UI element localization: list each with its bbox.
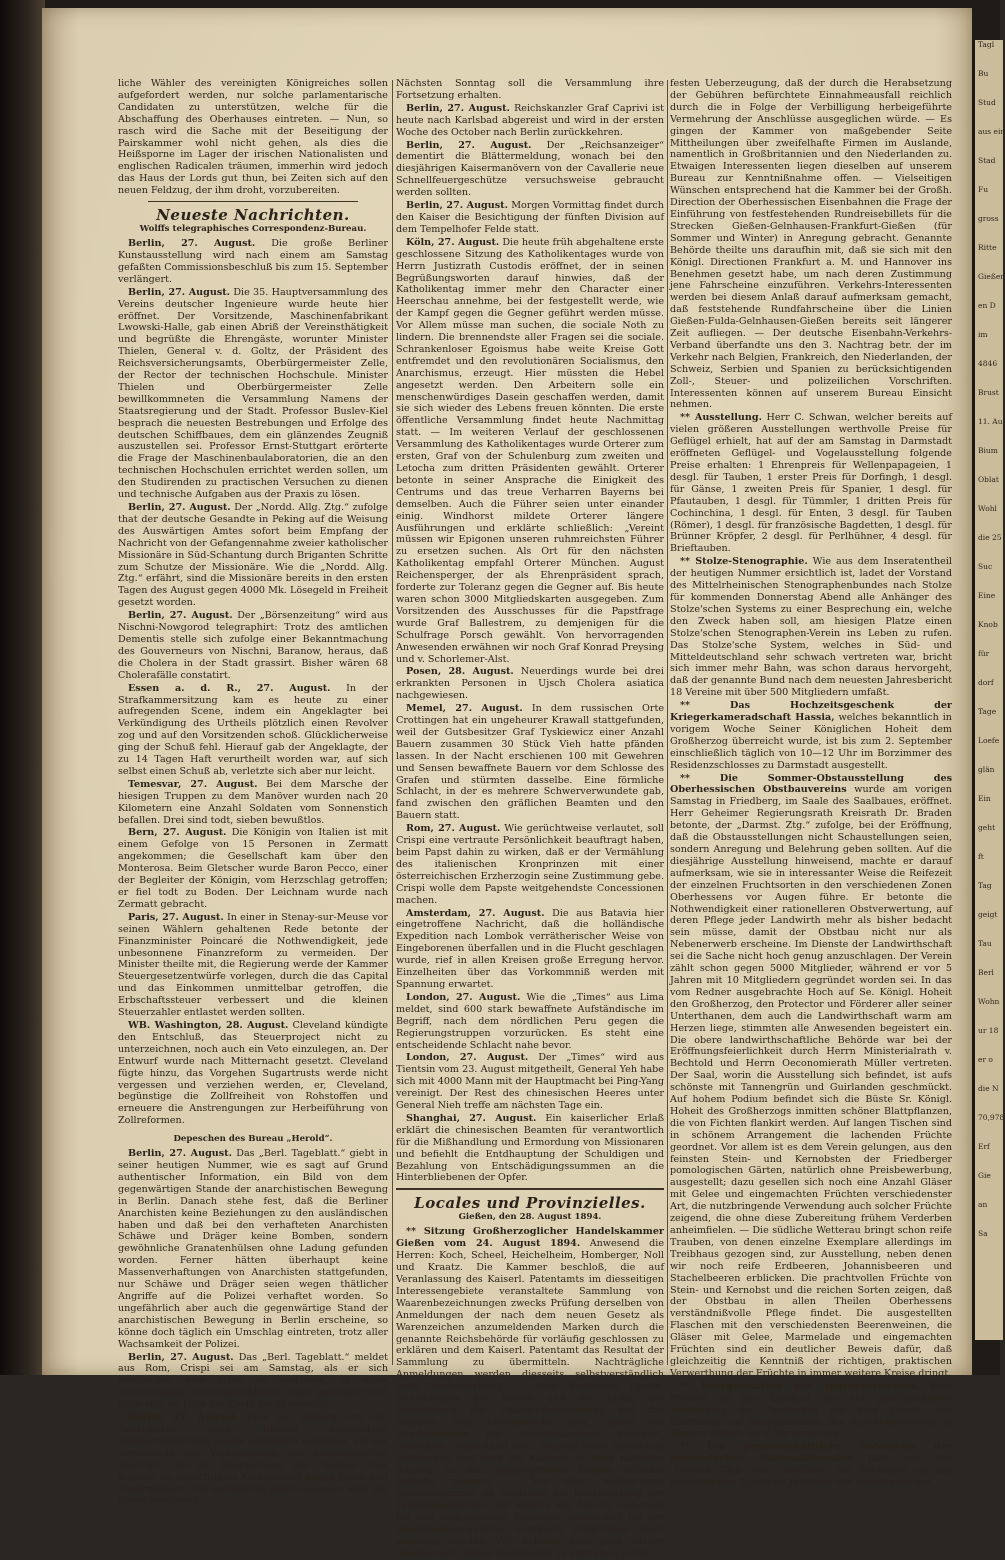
article-dateline: ** Ausstellung. [680, 412, 762, 424]
article-dateline: Berlin, 27. August. [128, 1412, 240, 1424]
adjacent-page-fragment: ur 18 [978, 1026, 999, 1035]
article-dateline: Paris, 27. August. [128, 911, 224, 923]
section-subheading-wolff: Wolffs telegraphisches Correspondenz-Bureau. [139, 224, 367, 235]
intro-paragraph: liche Wähler des vereinigten Königreiches sollen aufgefordert werden, nur solche parlamentarische Candidaten zu unterstützen, welche für die Abschaffung des Oberhauses eintreten. — Nun, so rasch wird die Sache mit der Beseitigung der Pairskammer wohl nicht gehen, als dies die Heißsporne im Lager der irischen Nationalisten und englischen Radicalen träumen, immerhin wird jedoch das Haus der Lords gut thun, bei Zeiten sich auf den neuen Feldzug, der ihm droht, vorzubereiten. [118, 78, 388, 197]
article-paragraph [396, 823, 664, 906]
article-dateline: Berlin, 27. August. [406, 200, 508, 212]
article-dateline: Shanghai, 27. August. [406, 1112, 537, 1124]
adjacent-page-fragment: dorf [978, 678, 994, 687]
article-paragraph [396, 103, 664, 139]
section-heading-news: Neueste Nachrichten. [156, 206, 350, 225]
article-text: Reichskanzler Graf Caprivi ist heute nach Karlsbad abgereist und wird in der ersten Woche des October nach Berlin zurückkehren. [396, 102, 664, 138]
section-divider [148, 201, 358, 202]
article-dateline: Berlin, 27. August. [128, 286, 231, 298]
article-text: Die 35. Hauptversammlung des Vereins deutscher Ingenieure wurde heute hier eröffnet. Der Vorsitzende, Maschinenfabrikant Lwowski-Halle, gab einen Abriß der Vereinsthätigkeit und begrüßte die Ehrengäste, worunter Minister Thielen, General v. d. Goltz, der Präsident des Reichsversicherungsamts, Oberbürgermeister Zelle, der Rector der technischen Hochschule. Minister Thielen und Oberbürgermeister Zelle bewillkommneten die Versammlung Namens der Staatsregierung und der Stadt. Professor Buslev-Kiel besprach die neuesten Bestrebungen und Erfolge des deutschen Schiffbaues, dem ein glänzendes Zeugniß auszustellen sei. Professor Ernst-Stuttgart erörterte die Frage der Maschinenbaulaboratorien, die an den technischen Hochschulen errichtet werden sollen, um den Studirenden zu practischen Versuchen zu dienen und technische Aufgaben aus der Praxis zu lösen. [118, 286, 388, 501]
article-dateline: ** Sitzung Großherzoglicher Handelskammer Gießen vom 24. August 1894. [396, 1226, 664, 1250]
adjacent-page-fragment: 4846 [978, 359, 998, 368]
article-paragraph [118, 779, 388, 827]
article-paragraph [670, 1381, 952, 1441]
article-paragraph [118, 827, 388, 910]
adjacent-page-fragment: Loefe [978, 736, 1000, 745]
article-dateline: Amsterdam, 27. August. [406, 907, 545, 919]
article-paragraph [118, 238, 388, 286]
article-text: Ein kaiserlicher Erlaß erklärt die chinesischen Beamten für verantwortlich für die Mißhandlung und Ermordung von Missionaren und befiehlt die Entdhauptung der Schuldigen und Bezahlung von Entschädigungssummen an die Hinterbliebenen der Opfer. [396, 1112, 664, 1184]
adjacent-page-fragment: ft [978, 852, 984, 861]
article-paragraph [118, 287, 388, 501]
article-text: In dem russischen Orte Crottingen hat ein ungeheurer Krawall stattgefunden, weil der Gutsbesitzer Graf Tyskiewicz einer Anzahl Bauern zusammen 30 Stück Vieh hatte pfänden lassen. In der Nacht erschienen 100 mit Gewehren und Sensen bewaffnete Bauern vor dem Schlosse des Grafen und stürmten dasselbe. Eine förmliche Schlacht, in der es mehrere Schwerverwundete gab, fand zwischen den gräflichen Beamten und den Bauern statt. [396, 703, 665, 822]
adjacent-page-fragment: Ritte [978, 243, 997, 252]
article-paragraph [118, 502, 388, 609]
adjacent-page-fragment: Sa [978, 1229, 988, 1238]
article-paragraph [396, 1226, 664, 1559]
article-text: Morgen Vormittag findet durch den Kaiser die Besichtigung der fünften Division auf dem Tempelhofer Felde statt. [396, 200, 664, 235]
article-text: Eine Petition an den Landtag, die auf gleichmäßigere Vertheilung der Apotheken auf dem Lande, wie überhaupt auf Reorganisation des Apothekerwesens in Hessen abzielt, ist in Vorbereitung. [670, 1380, 952, 1440]
adjacent-page-fragment: Berl [978, 968, 994, 977]
herold-items [118, 1148, 388, 1507]
article-text: Der „Börsenzeitung“ wird aus Nischni-Nowgorod telegraphirt: Trotz des amtlichen Dementis stelle sich zufolge einer Bekanntmachung des Gouverneurs von Nischni, Baranow, heraus, daß die Cholera in der Stadt grassirt. Bisher wären 68 Cholerafälle constatirt. [118, 610, 388, 681]
article-paragraph [396, 78, 664, 102]
adjacent-page-fragment: Ein [978, 794, 991, 803]
article-paragraph [670, 78, 952, 411]
adjacent-page-fragment: Tage [978, 707, 997, 716]
adjacent-page-fragment: geht [978, 823, 996, 832]
article-paragraph [670, 556, 952, 699]
article-dateline: ** Die gemeinschaftliche Sedanfeier der süddeutschen Nationalliberalen [670, 1441, 952, 1465]
adjacent-page-fragment: im [978, 330, 988, 339]
column-rule-1 [392, 80, 393, 1365]
adjacent-page-fragment: 70,978 [978, 1113, 1005, 1122]
article-text: Das „Berl. Tageblatt.“ meldet aus Rom, Crispi sei am Samstag, als er sich anschickte, sein Haus zu verlassen, in einer Kurzschtigkeit über einen kleinen Tisch gestolpert und habe sich im Falle am Kopfe leicht verletzt. [118, 1351, 388, 1411]
article-text: Wie gerüchtweise verlautet, soll Crispi eine vertraute Persönlichkeit beauftragt haben, beim Papst dahin zu wirken, daß er der Vermählung des italienischen Kronprinzen mit einer österreichischen Erzherzogin seine Zustimmung gebe. Crispi wolle dem Papste weitgehendste Concessionen machen. [396, 823, 664, 906]
article-paragraph [118, 912, 388, 1019]
article-text: Wie die „Times“ aus Lima meldet, sind 600 stark bewaffnete Aufständische im Begriff, nach dem nördlichen Peru gegen die Regierungstruppen vorzurücken. Es steht eine entscheidende Schlacht nahe bevor. [396, 991, 664, 1051]
local-items [396, 1226, 664, 1559]
article-text: Bei dem Marsche der hiesigen Truppen zu dem Manöver wurden nach 20 Kilometern eine Anzahl Soldaten vom Sonnenstich befallen. Drei sind todt, sieben bewußtlos. [118, 778, 388, 826]
article-paragraph [396, 140, 664, 200]
section-heading-herold: Depeschen des Bureau „Herold“. [173, 1134, 333, 1145]
article-paragraph [396, 992, 664, 1052]
adjacent-page-fragment: Suc [978, 562, 993, 571]
article-dateline: Berlin, 27. August. [128, 1148, 232, 1160]
article-paragraph [118, 610, 388, 681]
adjacent-page-fragment: Gie [978, 1171, 991, 1180]
adjacent-page-fragment: Erf [978, 1142, 990, 1151]
article-text: wurde am vorigen Samstag in Friedberg, im Saale des Saalbaues, eröffnet. Herr Geheimer Regierungsrath Kreisrath Dr. Braden betonte, der „Darmst. Ztg.“ zufolge, bei der Eröffnung, daß die Obstausstellungen nicht Schaustellungen seien, sondern Anregung und Belehrung geben sollten. Auf die diesjährige Ausstellung hinweisend, machte er darauf aufmerksam, wie sie in interessanter Weise die Reifezeit der einzelnen Fruchtsorten in den verschiedenen Zonen Oberhessens vor Augen führe. Er betonte die Nothwendigkeit einer rationelleren Obstverwertung, auf deren Pflege jeder Landwirth mehr als bisher bedacht sein müsse, damit der Obstbau nicht nur als Nebenerwerb erscheine. Im Dienste der Landwirthschaft sei die Sache nicht hoch genug anzuschlagen. Der Verein zählt schon gegen 5000 Mitglieder, während er vor 5 Jahren mit 10 Mitgliedern gegründet worden sei. In das vom Redner ausgebrachte Hoch auf Se. Königl. Hoheit den Großherzog, den Protector und Förderer aller seiner Unterthanen, dem auch die Landwirthschaft warm am Herzen liege, stimmten alle Anwesenden begeistert ein. Die obere landwirthschaftliche Behörde war bei der Eröffnungsfeierlichkeit durch Herrn Ministerialrath v. Bechtold und Herrn Oeconomierath Müller vertreten. Der Saal, worin die Ausstellung sich befindet, ist aufs schönste mit Tannengrün und Guirlanden geschmückt. Auf hohem Podium befindet sich die Büste Sr. Königl. Hoheit des Großherzogs inmitten schöner Blattpflanzen, die von Fichten flankirt werden. Auf langen Tischen sind in schönem Arrangement die lachenden Früchte geordnet. Vor allem ist es dem Verein gelungen, aus den feinsten Stein- und Kernobsten der Friedberger pomologischen Gärten, natürlich ohne Preisbewerbung, ausgestellt; dazu gesellen sich noch eine Anzahl Gläser mit Gelee und eingemachten Früchten verschiedenster Art, die nutzbringende Verwendung auch solcher Früchte zeigend, die ohne diese Zubereitung frühem Verderben anheimfielen. — Die südliche Wetterau bringt schon reife Trauben, von denen einzelne Exemplare allerdings im Treibhaus gezogen sind, zur Ausstellung, neben denen wir noch reife Erdbeeren, Johannisbeeren und Stachelbeeren erblicken. Die prachtvollen Früchte von Stein- und Kernobst und die reichen Sorten zeigen, daß der Obstbau in allen Theilen Oberhessens verständnißvolle Pflege findet. Die ausgestellten Flaschen mit den verschiedensten Beerenweinen, die Gläser mit Gelee, Marmelade und eingemachten Früchten sind ein deutlicher Beweis dafür, daß gleichzeitig die Kenntniß der richtigen, praktischen Verwerthung der Früchte in immer weitere Kreise dringt. [670, 784, 952, 1379]
article-text: festen Ueberzeugung, daß der durch die Herabsetzung der Gebühren befürchtete Einnahmeausfall reichlich durch die in Folge der Verbilligung herbeigeführte Vermehrung der Anschlüsse ausgeglichen würde. — Es gingen der Kammer von maßgebender Seite Mittheilungen über zweifelhafte Firmen im Auslande, namentlich in Großbritannien und den Niederlanden zu. Etwaigen Interessenten liegen dieselben auf unserem Bureau zur Kenntnißnahme offen. — Vielseitigen Wünschen entsprechend hat die Kammer bei der Großh. Direction der Oberhessischen Eisenbahnen die Frage der Einführung von festfestehenden Rundreisebillets für die Strecken Gießen-Gelnhausen-Frankfurt-Gießen (für Sommer und Winter) in Anregung gebracht. Genannte Behörde theilte uns daraufhin mit, daß sie sich mit den Königl. Directionen Frankfurt a. M. und Hannover ins Benehmen gesetzt habe, um nach deren Zustimmung jene Fahrscheine einzuführen. Verkehrs-Interessenten werden bei diesem Anlaß darauf aufmerksam gemacht, daß feststehende Rundfahrscheine über die Linien Gießen-Fulda-Gelnhausen-Gießen bereits seit längerer Zeit aufliegen. — Der deutsche Eisenbahn-Verkehrs-Verband überfandte uns den 3. Nachtrag betr. der im Verkehr nach Belgien, Frankreich, den Niederlanden, der Schweiz, Serbien und Spanien zu berücksichtigenden Zoll-, Steuer- und polizeilichen Vorschriften. Interessenten können auf unserem Bureau Einsicht nehmen. [670, 78, 952, 411]
article-paragraph [396, 1113, 664, 1184]
article-dateline: London, 27. August. [406, 1052, 529, 1064]
adjacent-page-edge [972, 40, 1003, 1340]
adjacent-page-fragment: geigt [978, 910, 998, 919]
article-text: Das „Berl. Tageblatt.“ giebt in seiner heutigen Nummer, wie es sagt auf Grund authentischer Information, ein Bild von dem gegenwärtigen Stande der anarchistischen Bewegung in Berlin. Danach stehe fest, daß die Berliner Anarchisten keine Beziehungen zu den ausländischen haben und daß bei den verhafteten Anarchisten Schäwe und Dräger keine Bomben, sondern gewöhnliche Granatenhülsen ohne Ladung gefunden worden. Ferner hätten überhaupt keine Massenverhaftungen von Anarchisten stattgefunden, nur Schäwe und Dräger seien wegen thätlicher Angriffe auf die Polizei verhaftet worden. So ungefährlich aber auch die gegenwärtige Stand der anarchistischen Bewegung in Berlin erscheine, so könne doch täglich ein Umschlag eintreten, trotz aller Wachsamkeit der Polizei. [118, 1148, 388, 1350]
article-paragraph [396, 200, 664, 236]
adjacent-page-fragment: Brust [978, 388, 999, 397]
article-dateline: Temesvar, 27. August. [128, 778, 258, 790]
article-dateline: Posen, 28. August. [406, 666, 514, 678]
adjacent-page-fragment: aus ein [978, 127, 1005, 136]
article-dateline: Berlin, 27. August. [128, 502, 231, 513]
article-text: In der Strafkammersitzung kam es heute zu einer aufregenden Scene, indem ein Angeklagter bei Verkündigung des Urtheils plötzlich einen Revolver zog und auf den Vorsitzenden schoß. Glücklicherweise ging der Schuß fehl. Hierauf gab der Angeklagte, der zu 14 Tagen Haft verurtheilt worden war, auf sich selbst einen Schuß ab, verletzte sich aber nur leicht. [118, 682, 388, 777]
article-dateline: Berlin, 27. August. [406, 102, 510, 114]
article-dateline: Memel, 27. August. [406, 703, 523, 715]
article-paragraph [670, 1441, 952, 1489]
article-paragraph [118, 1352, 388, 1412]
news-items-continued [396, 78, 664, 1184]
article-dateline: Rom, 27. August. [406, 823, 501, 835]
article-paragraph [396, 908, 664, 991]
article-paragraph [670, 773, 952, 1380]
adjacent-page-fragment: en D [978, 301, 996, 310]
adjacent-page-fragment: Knob [978, 620, 998, 629]
adjacent-page-fragment: Oblat [978, 475, 999, 484]
adjacent-page-fragment: Bu [978, 69, 989, 78]
article-text: welches bekanntlich in vorigem Woche Seiner Königlichen Hoheit dem Großherzog überreicht wurde, ist bis zum 2. September einschließlich täglich von 10—12 Uhr im Borzimmer des Residenzschlosses zu Darmstadt ausgestellt. [670, 712, 952, 771]
article-text: Der „Reichsanzeiger“ dementirt die Blättermeldung, wonach bei den diesjährigen Kaisermanövern von der Cavallerie neue Schnellfeuergeschütze versuchsweise gebraucht werden sollten. [396, 139, 664, 199]
adjacent-page-fragment: Gießen [978, 272, 1005, 281]
local-items-continued [670, 78, 952, 1489]
article-paragraph [670, 412, 952, 555]
adjacent-page-fragment: Wohl [978, 504, 997, 513]
adjacent-page-fragment: Fu [978, 185, 989, 194]
article-dateline: Köln, 27. August. [406, 236, 500, 248]
article-text: Wie aus dem Inseratentheil der heutigen Nummer ersichtlich ist, ladet der Vorstand des Mittelrheinischen Stenographenbundes nach Stolze für kommenden Donnerstag Abend alle Anhänger des Stolze'schen Systems zu einer Besprechung ein, welche den Zweck haben soll, am hiesigen Platze einen Stolze'schen Stenographen-Verein ins Leben zu rufen. Das Stolze'sche System, welches in Süd- und Mitteldeutschland sehr schwach vertreten war, bricht sich immer mehr Bahn, was schon daraus hervorgeht, daß der genannte Bund nach dem neuesten Jahresbericht 18 Vereine mit über 500 Mitgliedern umfaßt. [670, 556, 952, 699]
adjacent-page-fragment: glän [978, 765, 995, 774]
column-3 [670, 78, 952, 1489]
article-text: fällt, wie der „Darmst. Tägl. Anz.“ mittheilt, mit Rücksicht auf das nächstjährige 25jährige Jubiläum des Sedantages aus. [670, 1453, 952, 1489]
section-heading-local: Locales und Provinzielles. [414, 1194, 646, 1213]
article-paragraph [118, 683, 388, 778]
article-text: Die heute früh abgehaltene erste geschlossene Sitzung des Katholikentages wurde von Herrn Justizrath Custodis eröffnet, der in seinen Begrüßungsworten darauf hinwies, daß der Katholikentag immer mehr den Character einer Heerschau annehme, bei der festgestellt werde, wie der Kampf gegen die Gegner geführt werden müsse. Vor Allem müsse man suchen, die sociale Noth zu lindern. Die brennendste aller Fragen sei die sociale. Schrankenloser Egoismus habe weite Kreise Gott entfremdet und den revolutionären Socialismus, den Anarchismus, erzeugt. Hier müssten die Hebel angesetzt werden. Den Arbeitern solle ein menschenwürdiges Dasein geschaffen werden, damit sie sich wieder des Lebens freuen könnten. Die erste öffentliche Versammlung findet heute Nachmittag statt. — Im weiteren Verlauf der geschlossenen Versammlung des Katholikentages wurde Orterer zum ersten, Graf von der Schulenburg zum zweiten und Letocha zum dritten Präsidenten gewählt. Orterer betonte in seiner Ansprache die Einigkeit des Centrums und das treue Verharren Bayerns bei demselben. Auch die Führer seien unter einander einig. Windhorst mildete Orterer längere Ausführungen und erklärte schließlich: „Vereint müssen wir Epigonen unseren ruhmreichsten Führer zu ersetzen suchen. Als Ort für den nächsten Katholikentag empfahl Orterer München. August Reichensperger, der als Ehrenpräsident sprach, forderte zur Toleranz gegen die Gegner auf. Bis heute waren schon 3000 Mitgliedskarten ausgegeben. Zum Vorsitzenden des Ausschusses für die Papstfrage wurde Graf Ballestrem, zu demjenigen für die Schulfrage Porsch gewählt. Von hervorragenden Anwesenden erwähnen wir noch Graf Konrad Preysing und v. Schorlemer-Alst. [396, 236, 664, 665]
article-text: Der „Times“ wird aus Tientsin vom 23. August mitgetheilt, General Yeh habe sich mit 4000 Mann mit der Hauptmacht bei Ping-Yang vereinigt. Der Rest des chinesischen Heeres unter General Nieh treffe am nächsten Tage ein. [396, 1052, 664, 1112]
article-paragraph [396, 237, 664, 666]
adjacent-page-fragment: die 25 [978, 533, 1002, 542]
article-paragraph [396, 703, 664, 822]
column-1 [118, 78, 389, 1507]
adjacent-page-fragment: Stad [978, 156, 996, 165]
adjacent-page-fragment: er o [978, 1055, 993, 1064]
adjacent-page-fragment: für [978, 649, 990, 658]
adjacent-page-fragment: Tagl [978, 40, 995, 49]
article-dateline: ** Stolze-Stenographie. [680, 556, 808, 568]
article-text: Nächsten Sonntag soll die Versammlung ihre Fortsetzung erhalten. [396, 78, 664, 101]
column-2 [396, 78, 665, 1559]
article-text: In einer in Stenay-sur-Meuse vor seinen Wählern gehaltenen Rede betonte der Finanzminister Poincaré die Nothwendigkeit, jede unbesonnene Finanzreform zu vermeiden. Der Minister theilte mit, die Regierung werde der Kammer Steuergesetzentwürfe vorlegen, durch die das Capital und das Einkommen unmittelbar getroffen, die Erbschaftssteuer verbessert und die kleinen Steuerzahler entlastet werden sollten. [118, 911, 389, 1019]
adjacent-page-fragment: Bium [978, 446, 998, 455]
article-text: Die aus Batavia hier eingetroffene Nachricht, daß die holländische Expedition nach Lombok verrätherischer Weise von Eingeborenen überfallen und in die Flucht geschlagen wurde, rief in allen Kreisen große Erregung hervor. Einzelheiten über das Vorkommniß werden mit Spannung erwartet. [396, 907, 664, 990]
local-dateline: Gießen, den 28. August 1894. [458, 1212, 602, 1223]
article-text: Cleveland kündigte den Entschluß, das Steuerproject nicht zu unterzeichnen, noch auch ein Veto einzulegen, an. Der Entwurf wurde nach Mitternacht gesetzt. Cleveland fügte hinzu, das Vorgehen Sugartrusts werde nicht vergessen und verziehen werden, er, Cleveland, begünstige die Zollfreiheit von Rohstoffen und erneuere die Anstrengungen zur Herbeiführung von Zollreformen. [118, 1019, 388, 1127]
article-dateline: Berlin, 27. August. [128, 610, 233, 622]
article-text: Herr C. Schwan, welcher bereits auf vielen größeren Ausstellungen werthvolle Preise für Geflügel erhielt, hat auf der am Samstag in Darmstadt eröffneten Geflügel- und Vogelausstellung folgende Preise erhalten: 1 Ehrenpreis für Wellenpapageien, 1 desgl. für Tauben, 1 erster Preis für Dorfingh, 1 desgl. für Gänse, 1 zweiten Preis für Spanier, 1 desgl. für Pfautauben, 1 desgl. für Tümmler, 1 dritten Preis für Cochinchina, 1 desgl. für Enten, 3 desgl. für Tauben (Römer), 1 desgl. für französische Bagdetten, 1 desgl. für Brünner Kröpfer, 2 desgl. für Perlhühner, 4 desgl. für Brieftauben. [670, 412, 952, 555]
article-dateline: ** Das Hochzeitsgeschenk der Kriegerkameradschaft Hassia, [670, 700, 952, 724]
article-dateline: London, 27. August. [406, 991, 521, 1003]
article-dateline: ** Reorganisation des Apothekerwesens. [680, 1380, 920, 1392]
article-dateline: Berlin, 27. August. [128, 238, 256, 250]
article-dateline: Bern, 27. August. [128, 827, 227, 839]
article-text: Die große Berliner Kunstausstellung wird nach einem am Samstag gefaßten Commissionsbeschluß bis zum 15. September verlängert. [118, 238, 388, 285]
adjacent-page-fragment: Eine [978, 591, 996, 600]
article-paragraph [118, 1412, 388, 1507]
adjacent-page-fragment: Stud [978, 98, 996, 107]
article-text: Anwesend die Herren: Koch, Scheel, Heichelheim, Homberger, Noll und Kraatz. Die Kammer beschloß, die auf Veranlassung des Kaiserl. Patentamts im diesseitigen Interessengebiete veranstaltete Sammlung von Waarenbezeichnungen zwecks Prüfung derselben von Anmeldungen der nach dem neuen Gesetz als Warenzeichen anzumeldenden Marken durch die genannte Reichsbehörde für vorläufig geschlossen zu erklären und dem Kaiserl. Patentamt das Resultat der Sammlung zu übermitteln. Nachträgliche Anmeldungen werden diesseits selbstverständlich noch berücksichtigt. — Eine Verfügung Großh. Ministeriums des Innern und der Justiz, die Erweiterung der Zwangs-Versicherung auf das Handels- und Kleingewerbe betr., sowie ein Rundschreiben der Handelskammer Stuttgart, denselben Gegenstand betr., wurden einer Berathung unterzogen und wird die Kammer in ihrer nächsten Sitzung zu den aufgeworfenen Fragen definitiv Stellung nehmen. — Von einer auswärtigen Handelskammer ist wiederum die Herabsetzung der Telephongebühren, für welche wir bereits mehrfach bei den maßgebenden Behörden, namentlich bei der Reichspostverwaltung energisch eingetreten sind, angeregt worden. Wir nehmen auch jetzt wieder Gelegenheit, diesen Standpunkt zu vertreten, in der [396, 1238, 664, 1559]
article-dateline: WB. Washington, 28. August. [128, 1019, 289, 1031]
article-text: Die Königin von Italien ist mit einem Gefolge von 15 Personen in Zermatt angekommen; die Gesellschaft kam über den Monterosa. Beim Gletscher wurde Baron Pecco, einer der Begleiter der Königin, vom Herzschlag getroffen; er fiel todt zu Boden. Der Leichnam wurde nach Zermatt gebracht. [118, 827, 388, 910]
binding-shadow [0, 0, 45, 1375]
article-paragraph [396, 1052, 664, 1112]
adjacent-page-fragment: gross [978, 214, 999, 223]
article-dateline: Essen a. d. R., 27. August. [128, 682, 331, 694]
section-divider [396, 1188, 664, 1190]
article-dateline: Berlin, 27. August. [406, 139, 532, 151]
article-paragraph [396, 666, 664, 702]
column-rule-2 [667, 80, 668, 1365]
article-text: Der „Nordd. Allg. Ztg.“ zufolge that der deutsche Gesandte in Peking auf die Weisung des Auswärtigen Amtes sofort beim Empfang der Nachricht von der Gefangennahme zweier katholischer Missionäre in Süd-Schantung durch Briganten Schritte zum Schutze der Missionäre. Wie die „Nordd. Allg. Ztg.“ erfährt, sind die Missionäre bereits in den ersten Tagen des August gegen 4000 Mk. Lösegeld in Freiheit gesetzt worden. [118, 502, 388, 609]
article-text: Neuerdings wurde bei drei erkrankten Personen in Ujsch Cholera asiatica nachgewiesen. [396, 666, 664, 702]
adjacent-page-fragment: Tag [978, 881, 992, 890]
adjacent-page-fragment: die N [978, 1084, 999, 1093]
news-items [118, 238, 388, 1127]
article-paragraph [118, 1148, 388, 1350]
article-text: Eine auf gestern von den Anarchisten nach Rixdorf einberufene Volksversammlung wurde polizeilich aufgelöst, als der Vorsitzende der Versammlung, ein antisemitischer Anarchist, bei der Besprechung des Themas: „Der Boykott als berechtigtes Kampfmittel gegen Juden und Unternehmer“ die extremsten Anschauungen über die Juden aussprach. [118, 1412, 388, 1507]
adjacent-page-fragment: Tau [978, 939, 992, 948]
article-dateline: Berlin, 27. August. [128, 1351, 234, 1363]
adjacent-page-fragment: 11. Au [978, 417, 1003, 426]
article-dateline: ** Die Sommer-Obstausstellung des Oberhessischen Obstbauvereins [670, 772, 952, 796]
article-paragraph [670, 700, 952, 771]
article-paragraph [118, 1020, 388, 1127]
adjacent-page-fragment: Wohn [978, 997, 1000, 1006]
adjacent-page-fragment: an [978, 1200, 988, 1209]
